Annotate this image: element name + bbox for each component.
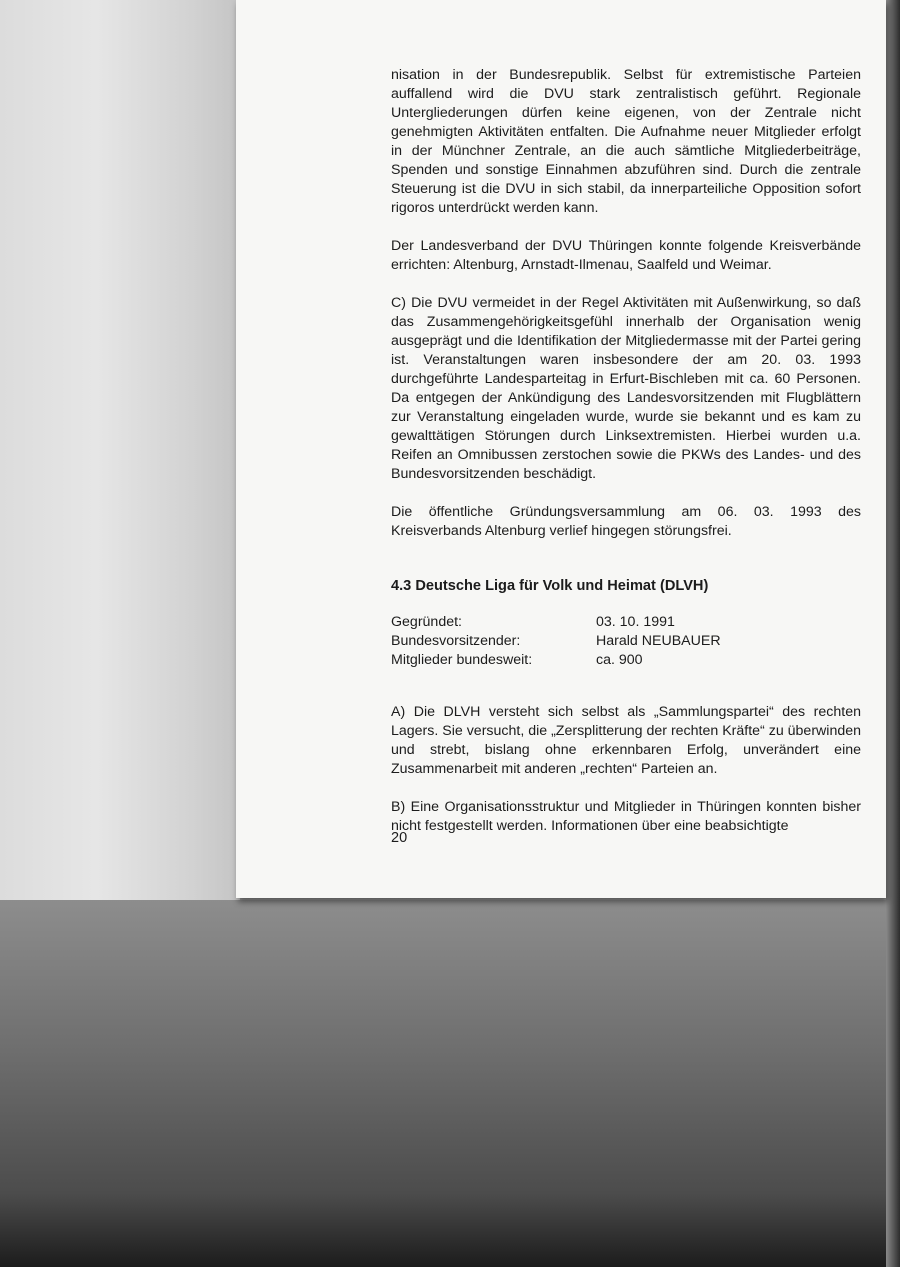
fact-label: Gegründet: bbox=[391, 614, 462, 630]
paragraph-dlvh-b: B) Eine Organisationsstruktur und Mitglieder in Thüringen konnten bisher nicht festgestellt werden. Informationen über eine beabsichtigte bbox=[391, 799, 861, 834]
section-heading: 4.3 Deutsche Liga für Volk und Heimat (DLVH) bbox=[391, 578, 709, 594]
facts-table bbox=[391, 613, 861, 670]
paragraph-dvu-altenburg: Die öffentliche Gründungsversammlung am 06. 03. 1993 des Kreisverbands Altenburg verlief hingegen störungsfrei. bbox=[391, 504, 861, 539]
scan-background-bottom bbox=[0, 900, 900, 1267]
paragraph-dlvh-a: A) Die DLVH versteht sich selbst als „Sammlungspartei“ des rechten Lagers. Sie versucht, die „Zersplitterung der rechten Kräfte“ zu überwinden und strebt, bislang ohne erkennbaren Erfolg, unverändert eine Zusammenarbeit mit anderen „rechten“ Parteien an. bbox=[391, 704, 862, 777]
fact-value: 03. 10. 1991 bbox=[596, 614, 675, 630]
fact-label: Bundesvorsitzender: bbox=[391, 633, 521, 649]
paragraph-dvu-kreisverbaende: Der Landesverband der DVU Thüringen konnte folgende Kreisverbände errichten: Altenburg, Arnstadt-Ilmenau, Saalfeld und Weimar. bbox=[391, 238, 861, 273]
scan-right-edge bbox=[886, 0, 900, 1267]
fact-row-members bbox=[391, 651, 861, 670]
page-number: 20 bbox=[391, 830, 408, 846]
fact-row-founded bbox=[391, 613, 861, 632]
fact-value: Harald NEUBAUER bbox=[596, 633, 721, 649]
fact-row-chairman bbox=[391, 632, 861, 651]
page-content bbox=[391, 66, 861, 855]
document-page bbox=[236, 0, 886, 898]
fact-label: Mitglieder bundesweit: bbox=[391, 652, 533, 668]
fact-value: ca. 900 bbox=[596, 652, 643, 668]
paragraph-dvu-activities: C) Die DVU vermeidet in der Regel Aktivitäten mit Außenwirkung, so daß das Zusammengehörigkeitsgefühl innerhalb der Organisation wenig ausgeprägt und die Identifikation der Mitgliedermasse mit der Partei gering ist. Veranstaltungen waren insbesondere der am 20. 03. 1993 durchgeführte Landesparteitag in Erfurt-Bischleben mit ca. 60 Personen. Da entgegen der Ankündigung des Landesvorsitzenden mit Flugblättern zur Veranstaltung eingeladen wurde, wurde sie bekannt und es kam zu gewalttätigen Störungen durch Linksextremisten. Hierbei wurden u.a. Reifen an Omnibussen zerstochen sowie die PKWs des Landes- und des Bundesvorsitzenden beschädigt. bbox=[391, 295, 861, 482]
paragraph-dvu-structure: nisation in der Bundesrepublik. Selbst für extremistische Parteien auffallend wird die DVU stark zentralistisch geführt. Regionale Untergliederungen dürfen keine eigenen, von der Zentrale nicht genehmigten Aktivitäten entfalten. Die Aufnahme neuer Mitglieder erfolgt in der Münchner Zentrale, an die auch sämtliche Mitgliederbeiträge, Spenden und sonstige Einnahmen abzuführen sind. Durch die zentrale Steuerung ist die DVU in sich stabil, da innerparteiliche Opposition sofort rigoros unterdrückt werden kann. bbox=[391, 67, 861, 216]
